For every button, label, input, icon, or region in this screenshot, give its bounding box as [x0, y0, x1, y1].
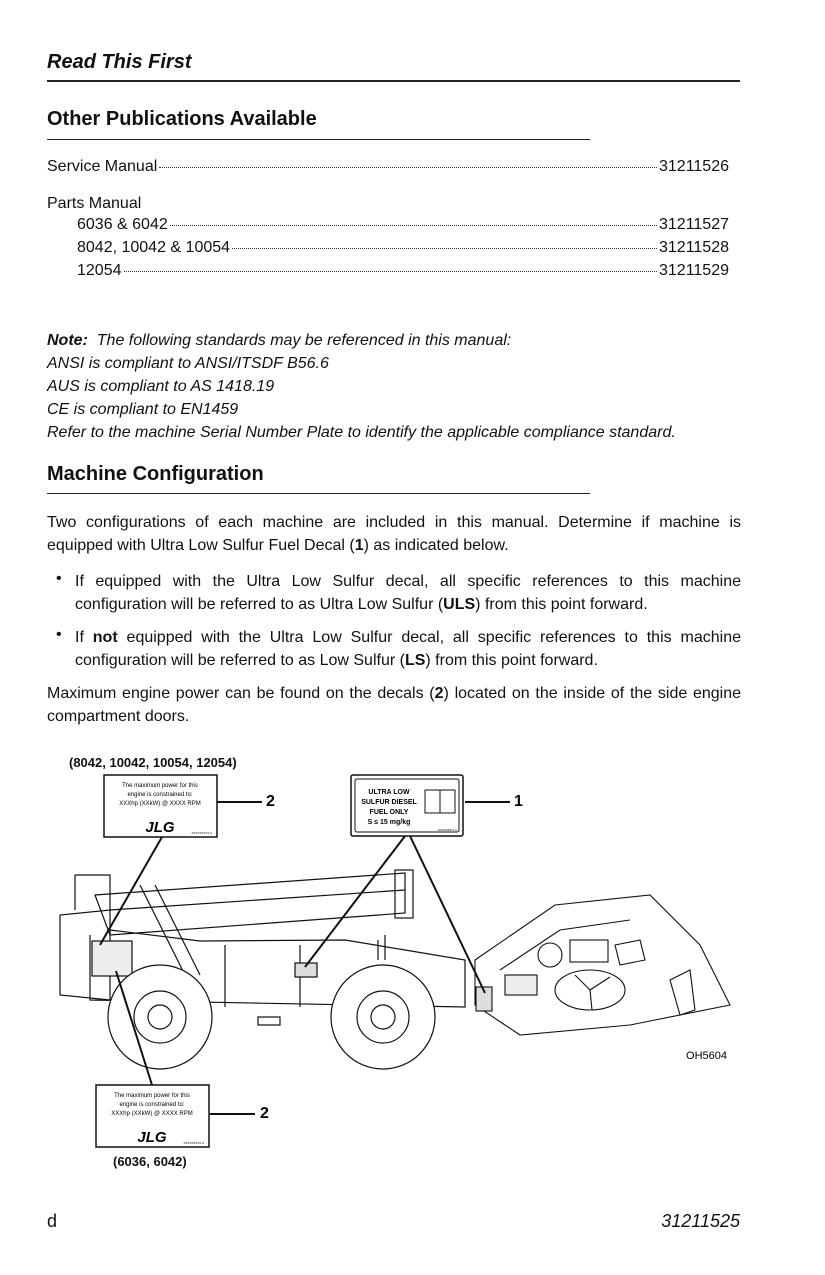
toc-label: 6036 & 6042 — [77, 216, 168, 233]
footer-doc-number: 31211525 — [661, 1211, 740, 1231]
publications-rule — [47, 139, 590, 140]
page-header-title: Read This First — [47, 51, 192, 73]
note-intro-line — [47, 329, 747, 352]
toc-row-parts-6036 — [77, 216, 729, 234]
text-run: Maximum engine power can be found on the decals ( — [47, 685, 435, 702]
decal-text: ULTRA LOW — [368, 789, 410, 796]
emphasis: LS — [404, 652, 426, 669]
decal-text: XXXhp (XXkW) @ XXXX RPM — [111, 1111, 193, 1117]
decal-code: XXXXXXXXX A — [191, 831, 212, 835]
callout-ref: 1 — [354, 537, 364, 554]
note-block — [47, 329, 747, 444]
figure-bottom-models: (6036, 6042) — [113, 1154, 187, 1169]
decal-text: S ≤ 15 mg/kg — [367, 819, 411, 826]
note-line: Refer to the machine Serial Number Plate to identify the applicable compliance standard. — [47, 424, 676, 441]
callout-2-bottom: 2 — [260, 1105, 269, 1122]
note-line: AUS is compliant to AS 1418.19 — [47, 378, 275, 395]
decal-text: FUEL ONLY — [369, 809, 409, 816]
text-run: ) from this point forward. — [425, 652, 598, 669]
machine-figure — [0, 745, 825, 1175]
bullet-uls — [75, 570, 741, 616]
toc-row-parts-12054 — [77, 262, 729, 280]
decal-code: XXXXXXXXX A — [183, 1141, 204, 1145]
emphasis: not — [92, 629, 118, 646]
config-rule — [47, 493, 590, 494]
figure-top-models: (8042, 10042, 10054, 12054) — [69, 755, 237, 770]
toc-leader — [232, 248, 657, 249]
text-run: ) located on the inside of the side engine compartment doors. — [47, 685, 742, 725]
bullet-dot: • — [56, 626, 62, 643]
toc-number: 31211526 — [659, 158, 729, 175]
publications-heading: Other Publications Available — [47, 108, 317, 130]
callout-ref: 2 — [434, 685, 444, 702]
fuel-decal — [351, 775, 463, 836]
power-decal-top — [104, 775, 217, 837]
text-run: ) as indicated below. — [363, 537, 509, 554]
callout-1: 1 — [514, 793, 523, 810]
telehandler-illustration — [60, 870, 465, 1069]
header-rule — [47, 80, 740, 82]
text-run: If equipped with the Ultra Low Sulfur decal, all specific references to this machine configuration will be referred to as Ultra Low Sulfur ( — [75, 573, 741, 613]
text-run: If — [75, 629, 93, 646]
toc-row-service-manual — [47, 158, 729, 176]
toc-label: 8042, 10042 & 10054 — [77, 239, 231, 256]
bullet-ls — [75, 626, 741, 672]
emphasis: ULS — [443, 596, 476, 613]
toc-leader — [124, 271, 658, 272]
toc-number: 31211527 — [659, 216, 729, 233]
jlg-logo: JLG — [145, 819, 175, 836]
decal-text: The maximum power for this — [122, 783, 198, 789]
decal-text: XXXhp (XXkW) @ XXXX RPM — [119, 801, 201, 807]
parts-manual-label: Parts Manual — [47, 195, 142, 212]
note-line: ANSI is compliant to ANSI/ITSDF B56.6 — [47, 355, 329, 372]
note-intro: The following standards may be referenced in this manual: — [96, 332, 512, 349]
config-heading: Machine Configuration — [47, 463, 264, 485]
toc-leader — [159, 167, 657, 168]
decal-text: SULFUR DIESEL — [361, 799, 417, 806]
text-run: equipped with the Ultra Low Sulfur decal, all specific references to this machine configuration will be referred to as Low Sulfur ( — [75, 629, 741, 669]
config-intro — [47, 511, 741, 557]
text-run: Two configurations of each machine are included in this manual. Determine if machine is equipped with Ultra Low Sulfur Fuel Decal ( — [47, 514, 741, 554]
power-paragraph — [47, 682, 741, 728]
toc-number: 31211529 — [659, 262, 729, 279]
decal-text: engine is constrained to: — [119, 1102, 185, 1108]
decal-code: 1001253871 A — [437, 828, 457, 832]
cab-interior-illustration — [475, 895, 730, 1035]
note-line: CE is compliant to EN1459 — [47, 401, 239, 418]
note-label: Note: — [47, 332, 88, 349]
toc-leader — [170, 225, 657, 226]
power-decal-bottom — [96, 1085, 209, 1147]
toc-label: Service Manual — [47, 158, 158, 175]
toc-row-parts-8042 — [77, 239, 729, 257]
decal-text: The maximum power for this — [114, 1093, 190, 1099]
jlg-logo: JLG — [137, 1129, 167, 1146]
figure-id: OH5604 — [686, 1050, 727, 1062]
decal-text: engine is constrained to: — [127, 792, 193, 798]
callout-2-top: 2 — [266, 793, 275, 810]
footer-page-letter: d — [47, 1211, 58, 1231]
toc-label: 12054 — [77, 262, 122, 279]
text-run: ) from this point forward. — [475, 596, 648, 613]
toc-number: 31211528 — [659, 239, 729, 256]
bullet-dot: • — [56, 570, 62, 587]
